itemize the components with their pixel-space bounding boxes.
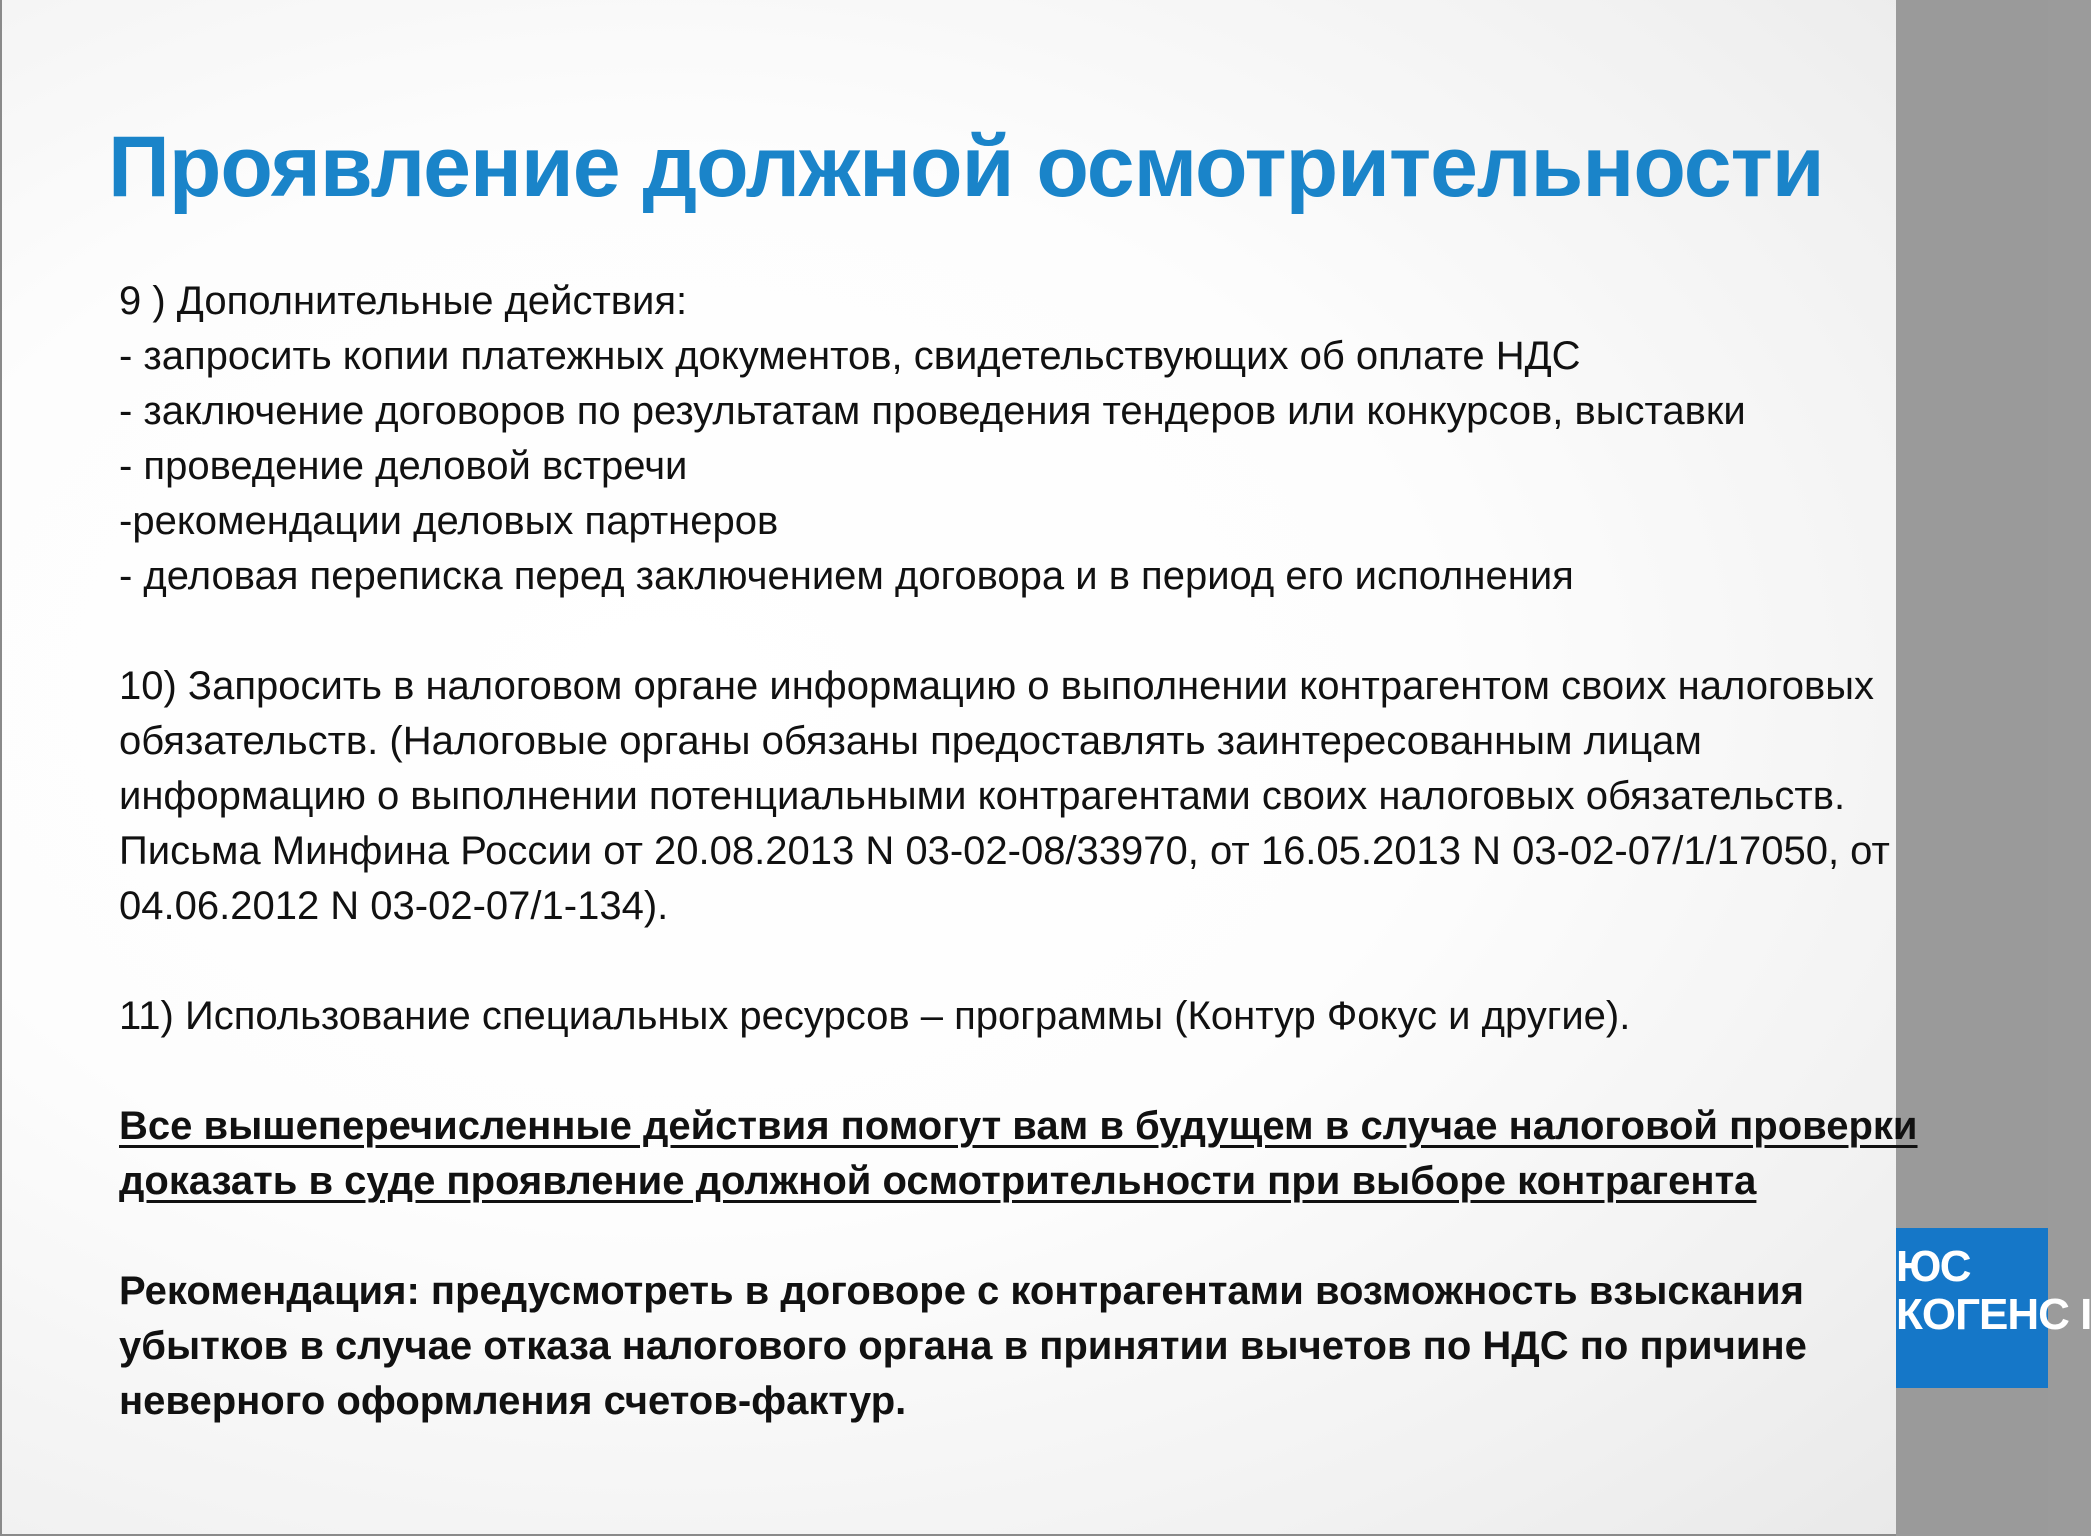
- section-11-line: 11) Использование специальных ресурсов – программы (Контур Фокус и другие).: [119, 994, 1631, 1038]
- section-10-line: 10) Запросить в налоговом органе информацию о выполнении контрагентом своих налоговых: [119, 664, 1874, 708]
- section-9-heading: 9 ) Дополнительные действия:: [119, 279, 688, 323]
- logo-text-line2: КОГЕНС I: [1896, 1290, 2091, 1339]
- section-10-line: Письма Минфина России от 20.08.2013 N 03-02-08/33970, от 16.05.2013 N 03-02-07/1/17050, от: [119, 829, 1890, 873]
- paragraph-spacer: [119, 604, 1839, 659]
- logo-text-line1: ЮС: [1896, 1242, 1971, 1291]
- section-10-line: информацию о выполнении потенциальными контрагентами своих налоговых обязательств.: [119, 774, 1846, 818]
- section-9-item: -рекомендации деловых партнеров: [119, 499, 779, 543]
- paragraph-spacer: [119, 1209, 1839, 1264]
- conclusion-text: доказать в суде проявление должной осмотрительности при выборе контрагента: [119, 1159, 1757, 1203]
- conclusion-line: [119, 1154, 1839, 1209]
- paragraph-spacer: [119, 934, 1839, 989]
- recommendation-line: убытков в случае отказа налогового органа в принятии вычетов по НДС по причине: [119, 1324, 1807, 1368]
- slide-title: Проявление должной осмотрительности: [108, 119, 1824, 215]
- recommendation-line: Рекомендация: предусмотреть в договоре с контрагентами возможность взыскания: [119, 1269, 1804, 1313]
- section-10-line: 04.06.2012 N 03-02-07/1-134).: [119, 884, 669, 928]
- section-9-item: - запросить копии платежных документов, свидетельствующих об оплате НДС: [119, 334, 1581, 378]
- section-10-line: обязательств. (Налоговые органы обязаны предоставлять заинтересованным лицам: [119, 719, 1702, 763]
- section-9-item: - деловая переписка перед заключением договора и в период его исполнения: [119, 554, 1574, 598]
- slide-body: [119, 274, 1918, 1429]
- company-logo: [1896, 1228, 2091, 1388]
- section-9-item: - проведение деловой встречи: [119, 444, 688, 488]
- recommendation-line: неверного оформления счетов-фактур.: [119, 1379, 907, 1423]
- conclusion-text: Все вышеперечисленные действия помогут вам в будущем в случае налоговой проверки: [119, 1104, 1918, 1148]
- paragraph-spacer: [119, 1044, 1839, 1099]
- section-9-item: - заключение договоров по результатам проведения тендеров или конкурсов, выставки: [119, 389, 1746, 433]
- conclusion-line: [119, 1099, 1918, 1154]
